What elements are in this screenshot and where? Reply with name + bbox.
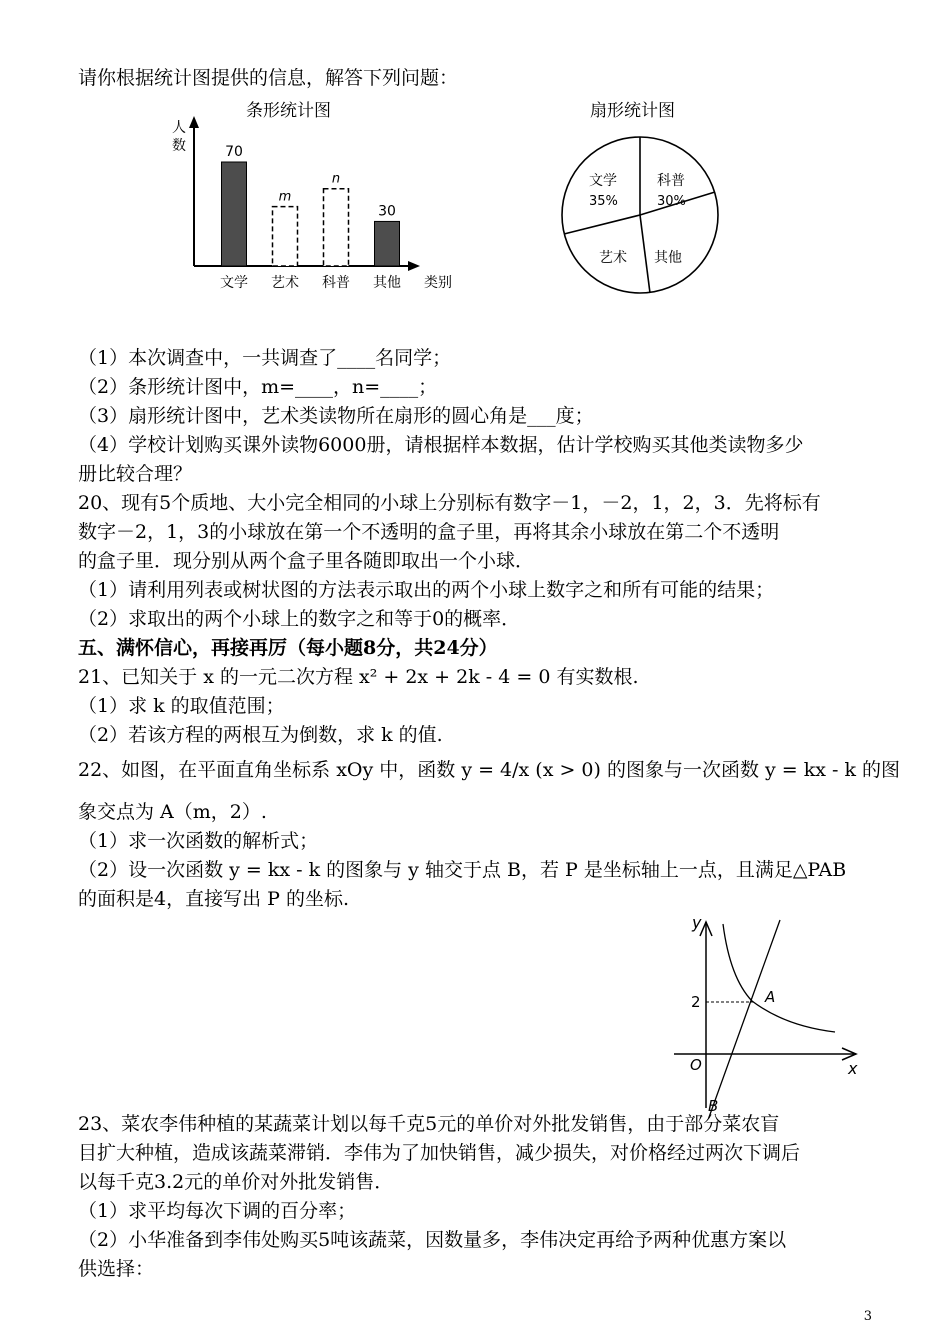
bar-y-label-char1: 人 [172, 120, 186, 136]
text-line: 23、菜农李伟种植的某蔬菜计划以每千克5元的单价对外批发销售，由于部分菜农盲 [78, 1113, 780, 1135]
text-line: 数字－2，1，3的小球放在第一个不透明的盒子里，再将其余小球放在第二个不透明 [78, 521, 780, 543]
pie-slice-value: 35% [589, 194, 618, 209]
graph-point-a-label: A [765, 988, 776, 1006]
bar-y-arrow-icon [189, 116, 199, 128]
bar-科普 [324, 189, 349, 266]
graph-point-b-label: B [708, 1097, 719, 1115]
text-line: （2）求取出的两个小球上的数字之和等于0的概率． [78, 608, 521, 630]
pie-slice-label: 其他 [654, 250, 682, 266]
graph-x-label: x [848, 1059, 858, 1078]
pie-chart [555, 128, 725, 303]
text-line: 目扩大种植，造成该蔬菜滞销．李伟为了加快销售，减少损失，对价格经过两次下调后 [78, 1142, 801, 1164]
bar-chart-title: 条形统计图 [246, 101, 331, 121]
pie-slice-value: 30% [657, 194, 686, 209]
bar-value-label: n [331, 171, 341, 187]
hyperbola-curve [723, 924, 835, 1032]
text-line: 的面积是4，直接写出 P 的坐标. [78, 888, 349, 910]
text-line: （2）条形统计图中，m=____，n=____； [78, 376, 438, 398]
text-line: （1）求平均每次下调的百分率； [78, 1200, 357, 1222]
bar-其他 [375, 221, 400, 266]
text-line: 以每千克3.2元的单价对外批发销售． [78, 1171, 394, 1193]
graph-origin-label: O [690, 1056, 702, 1074]
section-heading: 五、满怀信心，再接再厉（每小题8分，共24分） [78, 637, 498, 659]
bar-x-arrow-icon [408, 261, 420, 271]
text-line: （2）设一次函数 y = kx - k 的图象与 y 轴交于点 B，若 P 是坐标轴上一点，且满足△PAB [78, 859, 847, 881]
bar-x-axis-label: 类别 [424, 275, 452, 291]
text-line: 21、已知关于 x 的一元二次方程 x² + 2x + 2k - 4 = 0 有实数根. [78, 666, 639, 688]
text-line: 象交点为 A（m，2）. [78, 801, 267, 823]
text-line: （1）本次调查中，一共调查了____名同学； [78, 347, 452, 369]
pie-slice-label: 科普 [657, 173, 685, 189]
pie-slice-label: 艺术 [599, 250, 627, 266]
graph-tick-label: 2 [691, 993, 701, 1011]
text-line: 22、如图，在平面直角坐标系 xOy 中，函数 y = 4/x (x > 0) 的图象与一次函数 y = kx - k 的图 [78, 759, 901, 781]
text-line: 20、现有5个质地、大小完全相同的小球上分别标有数字－1，－2，1，2，3．先将标有 [78, 492, 821, 514]
text-line: 的盒子里．现分别从两个盒子里各随即取出一个小球． [78, 550, 535, 572]
bar-category-label: 其他 [373, 275, 401, 291]
pie-chart-title: 扇形统计图 [590, 101, 675, 121]
page-number: 3 [863, 1309, 872, 1324]
intro-text: 请你根据统计图提供的信息，解答下列问题： [78, 67, 459, 89]
coordinate-graph [670, 908, 870, 1118]
bar-chart [150, 112, 470, 297]
text-line: （1）求 k 的取值范围； [78, 695, 285, 717]
text-line: （4）学校计划购买课外读物6000册，请根据样本数据，估计学校购买其他类读物多少 [78, 434, 804, 456]
text-line: 册比较合理？ [78, 463, 193, 485]
text-line: （2）若该方程的两根互为倒数，求 k 的值. [78, 724, 443, 746]
text-line: （2）小华准备到李伟处购买5吨该蔬菜，因数量多，李伟决定再给予两种优惠方案以 [78, 1229, 787, 1251]
text-line: 供选择： [78, 1258, 155, 1280]
bar-category-label: 文学 [220, 275, 248, 291]
bar-category-label: 科普 [322, 275, 350, 291]
text-line: （1）求一次函数的解析式； [78, 830, 319, 852]
bar-value-label: m [278, 189, 292, 205]
bar-y-label-char2: 数 [172, 138, 186, 154]
bar-value-label: 30 [378, 203, 396, 220]
bar-文学 [222, 162, 247, 266]
bar-艺术 [273, 207, 298, 266]
graph-y-label: y [692, 913, 702, 932]
text-line: （1）请利用列表或树状图的方法表示取出的两个小球上数字之和所有可能的结果； [78, 579, 775, 601]
bar-value-label: 70 [225, 144, 243, 160]
pie-slice-label: 文学 [589, 173, 617, 189]
text-line: （3）扇形统计图中，艺术类读物所在扇形的圆心角是___度； [78, 405, 594, 427]
linear-function-line [708, 920, 780, 1118]
bar-category-label: 艺术 [271, 275, 299, 291]
